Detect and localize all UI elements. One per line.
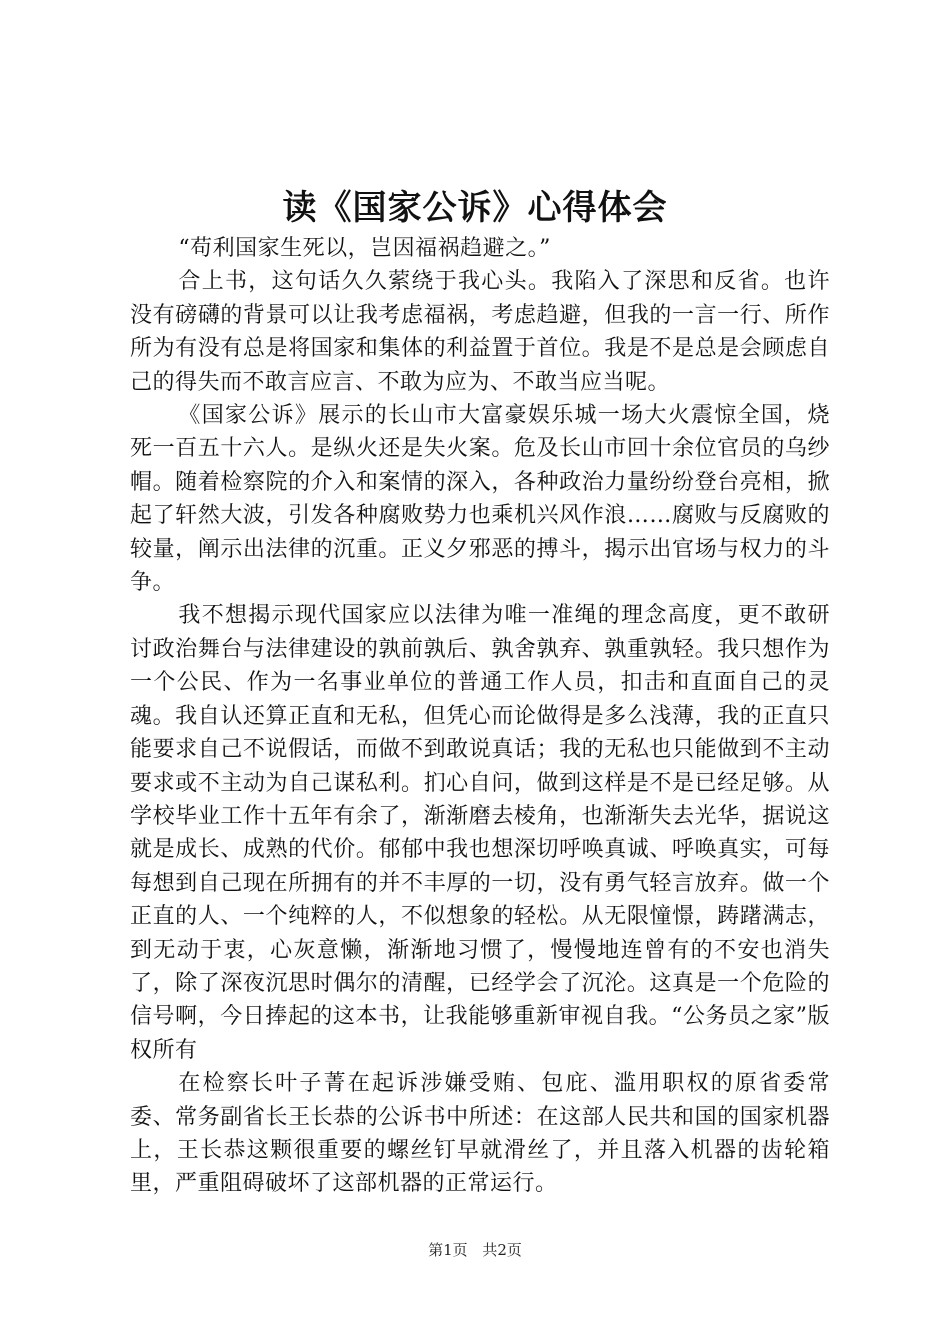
paragraph-quote: “苟利国家生死以，岂因福祸趋避之。” — [178, 236, 551, 261]
paragraph: 在检察长叶子菁在起诉涉嫌受贿、包庇、滥用职权的原省委常委、常务副省长王长恭的公诉书中所述：在这部人民共和国的国家机器上，王长恭这颗很重要的螺丝钉早就滑丝了，并且落入机器的齿轮箱里，严重阻碍破坏了这部机器的正常运行。 — [130, 1071, 830, 1197]
paragraph: 合上书，这句话久久萦绕于我心头。我陷入了深思和反省。也许没有磅礴的背景可以让我考虑福祸，考虑趋避，但我的一言一行、所作所为有没有总是将国家和集体的利益置于首位。我是不是总是会顾虑自己的得失而不敢言应言、不敢为应为、不敢当应当呢。 — [130, 269, 830, 395]
page-number: 第1页 — [428, 1241, 468, 1259]
document-title: 读《国家公诉》心得体会 — [282, 188, 668, 228]
page-footer — [0, 1240, 950, 1260]
page-total: 共2页 — [482, 1241, 522, 1259]
paragraph: 《国家公诉》展示的长山市大富豪娱乐城一场大火震惊全国，烧死一百五十六人。是纵火还是失火案。危及长山市回十余位官员的乌纱帽。随着检察院的介入和案情的深入，各种政治力量纷纷登台亮相，掀起了轩然大波，引发各种腐败势力也乘机兴风作浪……腐败与反腐败的较量，阐示出法律的沉重。正义夕邪恶的搏斗，揭示出官场与权力的斗争。 — [130, 403, 830, 596]
paragraph: 我不想揭示现代国家应以法律为唯一准绳的理念高度，更不敢研讨政治舞台与法律建设的孰前孰后、孰舍孰弃、孰重孰轻。我只想作为一个公民、作为一名事业单位的普通工作人员，扣击和直面自己的灵魂。我自认还算正直和无私，但凭心而论做得是多么浅薄，我的正直只能要求自己不说假话，而做不到敢说真话；我的无私也只能做到不主动要求或不主动为自己谋私利。扪心自问，做到这样是不是已经足够。从学校毕业工作十五年有余了，渐渐磨去棱角，也渐渐失去光华，据说这就是成长、成熟的代价。郁郁中我也想深切呼唤真诚、呼唤真实，可每每想到自己现在所拥有的并不丰厚的一切，没有勇气轻言放弃。做一个正直的人、一个纯粹的人，不似想象的轻松。从无限憧憬，踌躇满志，到无动于衷，心灰意懒，渐渐地习惯了，慢慢地连曾有的不安也消失了，除了深夜沉思时偶尔的清醒，已经学会了沉沦。这真是一个危险的信号啊，今日捧起的这本书，让我能够重新审视自我。“公务员之家”版权所有 — [130, 603, 830, 1063]
document-body — [130, 232, 830, 1201]
